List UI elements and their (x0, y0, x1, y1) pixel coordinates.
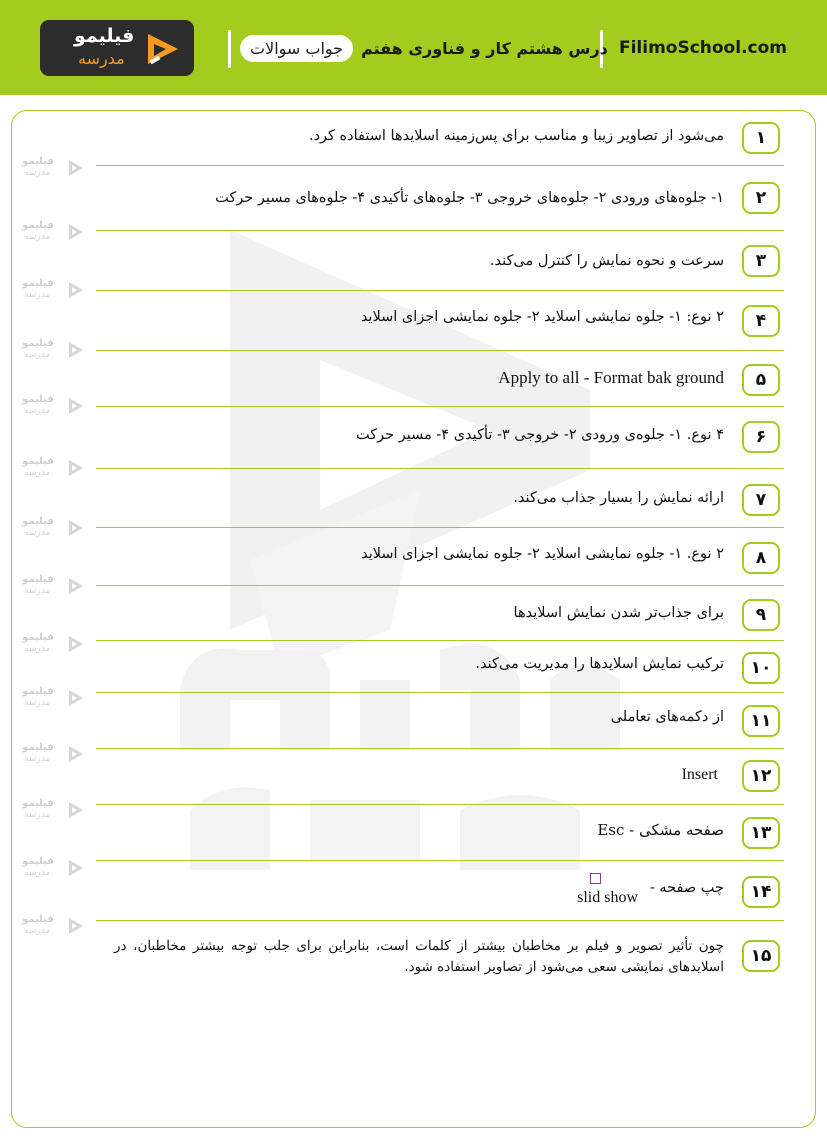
row-divider (96, 692, 784, 693)
row-divider (96, 350, 784, 351)
row-divider (96, 290, 784, 291)
question-number: ۵ (742, 364, 780, 396)
answer-row-13 (96, 815, 784, 851)
question-number: ۴ (742, 305, 780, 337)
row-divider (96, 804, 784, 805)
question-number: ۱۴ (742, 876, 780, 908)
filimo-mark-icon (68, 577, 84, 595)
header-divider (228, 30, 231, 68)
answer-text-latin: slid show (577, 889, 638, 906)
row-divider (96, 468, 784, 469)
logo-text-bottom: مدرسه (78, 49, 125, 68)
question-number: ۱۲ (742, 760, 780, 792)
filimo-mark-icon (68, 519, 84, 537)
answer-row-9 (96, 597, 784, 633)
side-watermark: فیلیمو مدرسه (20, 914, 90, 940)
answer-row-14 (96, 870, 784, 918)
question-number: ۳ (742, 245, 780, 277)
answer-row-12 (96, 758, 784, 794)
question-number: ۱۰ (742, 652, 780, 684)
answer-text: Apply to all - Format bak ground (498, 368, 724, 387)
question-number: ۶ (742, 421, 780, 453)
filimo-mark-icon (68, 281, 84, 299)
answer-text: می‌شود از تصاویر زیبا و مناسب برای پس‌زمینه اسلایدها استفاده کرد. (308, 128, 724, 144)
question-number: ۱۳ (742, 817, 780, 849)
question-number: ۹ (742, 599, 780, 631)
play-pencil-icon (144, 30, 182, 68)
side-watermark: فیلیمو مدرسه (20, 278, 90, 304)
answer-text: Insert (681, 766, 718, 783)
question-number: ۸ (742, 542, 780, 574)
logo-text-top: فیلیمو (74, 25, 135, 47)
row-divider (96, 920, 784, 921)
answer-row-15 (96, 936, 784, 986)
answer-text: ارائه نمایش را بسیار جذاب می‌کند. (513, 490, 724, 506)
side-watermark: فیلیمو مدرسه (20, 856, 90, 882)
filimo-mark-icon (68, 159, 84, 177)
question-number: ۷ (742, 484, 780, 516)
row-divider (96, 585, 784, 586)
side-watermark: فیلیمو مدرسه (20, 686, 90, 712)
answer-row-1 (96, 120, 784, 156)
header-title (240, 28, 608, 68)
side-watermark: فیلیمو مدرسه (20, 220, 90, 246)
answer-text: چون تأثیر تصویر و فیلم بر مخاطبان بیشتر از کلمات است، بنابراین برای جلب توجه بیشتر مخاطبان، در اسلایدهای نمایشی سعی می‌شود از تصاویر استفاده شود. (114, 938, 724, 975)
answers-badge: جواب سوالات (240, 35, 353, 62)
question-number: ۱ (742, 122, 780, 154)
question-number: ۱۱ (742, 705, 780, 737)
checkbox-mark-icon (590, 873, 601, 884)
answer-text: صفحه مشکی - Esc (597, 821, 724, 839)
side-watermark: فیلیمو مدرسه (20, 574, 90, 600)
row-divider (96, 230, 784, 231)
answer-text: ۴ نوع. ۱- جلوه‌ی ورودی ۲- خروجی ۳- تأکیدی ۴- مسیر حرکت (355, 427, 724, 443)
side-watermark: فیلیمو مدرسه (20, 742, 90, 768)
row-divider (96, 860, 784, 861)
answer-text: ۱- جلوه‌های ورودی ۲- جلوه‌های خروجی ۳- جلوه‌های تأکیدی ۴- جلوه‌های مسیر حرکت (215, 190, 724, 206)
side-watermark: فیلیمو مدرسه (20, 394, 90, 420)
lesson-title: درس هشتم کار و فناوری هفتم (361, 38, 608, 58)
answer-text: ترکیب نمایش اسلایدها را مدیریت می‌کند. (475, 656, 724, 672)
filimo-mark-icon (68, 341, 84, 359)
row-divider (96, 165, 784, 166)
page-header (0, 0, 827, 95)
question-number: ۱۵ (742, 940, 780, 972)
side-watermark: فیلیمو مدرسه (20, 632, 90, 658)
row-divider (96, 406, 784, 407)
answer-row-10 (96, 650, 784, 686)
filimo-mark-icon (68, 459, 84, 477)
answer-row-11 (96, 703, 784, 739)
answer-row-7 (96, 482, 784, 518)
side-watermark: فیلیمو مدرسه (20, 456, 90, 482)
answer-text: سرعت و نحوه نمایش را کنترل می‌کند. (489, 253, 724, 269)
side-watermark: فیلیمو مدرسه (20, 516, 90, 542)
answer-row-6 (96, 419, 784, 455)
side-watermark: فیلیمو مدرسه (20, 338, 90, 364)
site-url[interactable]: FilimoSchool.com (618, 38, 787, 58)
answer-row-3 (96, 243, 784, 279)
answer-row-8 (96, 540, 784, 576)
row-divider (96, 748, 784, 749)
side-watermark: فیلیمو مدرسه (20, 798, 90, 824)
side-watermark: فیلیمو مدرسه (20, 156, 90, 182)
row-divider (96, 527, 784, 528)
answer-row-5 (96, 362, 784, 398)
answer-text: چپ صفحه - (649, 880, 724, 896)
row-divider (96, 640, 784, 641)
answer-text: از دکمه‌های تعاملی (610, 709, 724, 725)
filimo-mark-icon (68, 859, 84, 877)
filimo-mark-icon (68, 745, 84, 763)
answer-text: ۲ نوع. ۱- جلوه نمایشی اسلاید ۲- جلوه نمایشی اجزای اسلاید (361, 546, 724, 562)
answer-text: برای جذاب‌تر شدن نمایش اسلایدها (513, 605, 724, 621)
filimo-mark-icon (68, 689, 84, 707)
question-number: ۲ (742, 182, 780, 214)
filimo-mark-icon (68, 223, 84, 241)
answer-row-4 (96, 303, 784, 339)
filimo-mark-icon (68, 801, 84, 819)
filimo-mark-icon (68, 397, 84, 415)
answer-text: ۲ نوع: ۱- جلوه نمایشی اسلاید ۲- جلوه نمایشی اجزای اسلاید (360, 309, 724, 325)
filimo-mark-icon (68, 635, 84, 653)
answer-row-2 (96, 180, 784, 216)
filimo-school-logo[interactable] (40, 20, 194, 76)
filimo-mark-icon (68, 917, 84, 935)
